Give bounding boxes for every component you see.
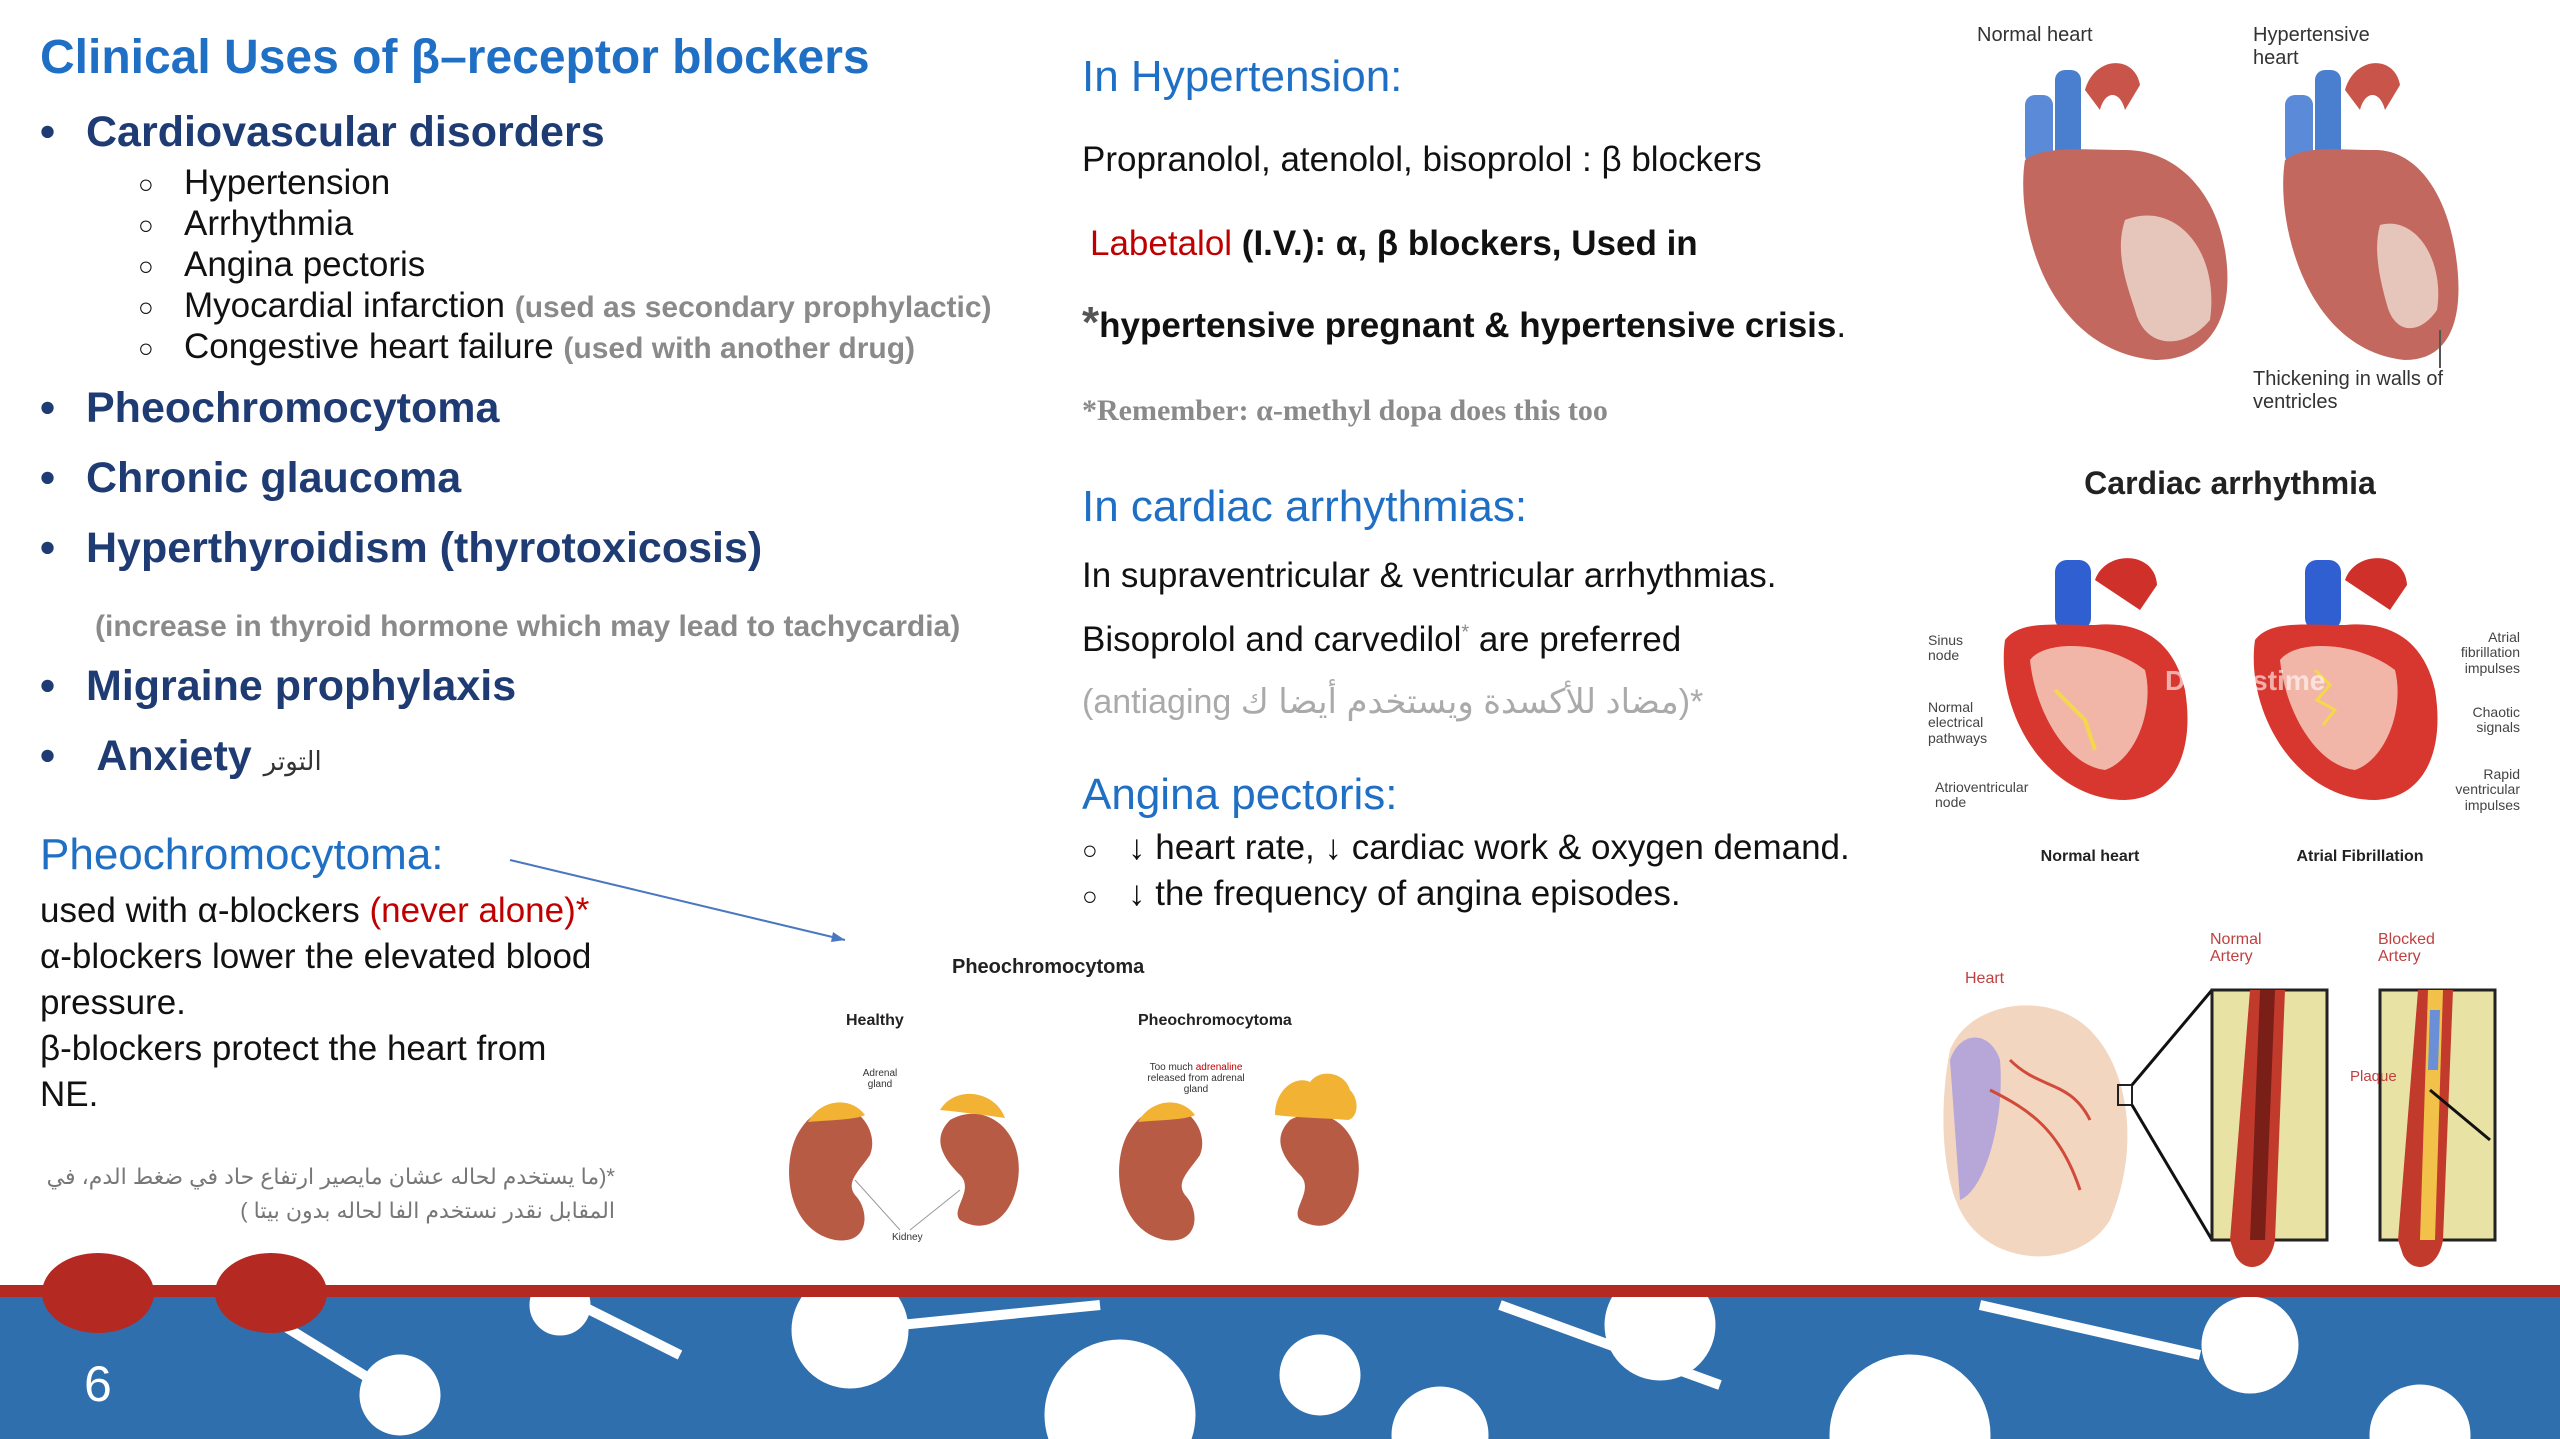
thyroid-note: (increase in thyroid hormone which may lead to tachycardia) bbox=[95, 610, 961, 643]
bullet-glaucoma bbox=[40, 454, 461, 503]
hypertension-indications: hypertensive pregnant & hypertensive crisis bbox=[1099, 306, 1837, 345]
footer-red-oval-2 bbox=[215, 1253, 327, 1333]
artery-figure bbox=[1930, 930, 2520, 1285]
circle-bullet-icon: ○ bbox=[1082, 835, 1098, 865]
footer-red-line bbox=[0, 1285, 2560, 1297]
circle-bullet-icon: ○ bbox=[138, 169, 154, 200]
bullet-label: Migraine prophylaxis bbox=[86, 662, 517, 710]
adrenal-label: Adrenal gland bbox=[862, 1068, 898, 1090]
anxiety-arabic: التوتر bbox=[263, 746, 322, 776]
bullet-hyperthyroidism bbox=[40, 524, 762, 573]
angina-item-2-text: ↓ the frequency of angina episodes. bbox=[1128, 874, 1681, 913]
av-node-label: Atrioventricular node bbox=[1935, 779, 2029, 811]
circle-bullet-icon: ○ bbox=[1082, 881, 1098, 911]
sub-item-hypertension bbox=[138, 163, 390, 203]
af-impulses-label: Atrial fibrillation impulses bbox=[2460, 629, 2520, 676]
sinus-node-label: Sinus node bbox=[1928, 632, 1964, 664]
hypertensive-heart-label: Hypertensive heart bbox=[2253, 24, 2370, 69]
bullet-dot: • bbox=[40, 108, 56, 156]
bullet-dot: • bbox=[40, 662, 56, 710]
bullet-migraine bbox=[40, 662, 516, 711]
bullet-label: Cardiovascular disorders bbox=[86, 108, 605, 156]
sub-item-mi bbox=[138, 286, 992, 326]
antiaging-note: (antiaging مضاد للأكسدة ويستخدم أيضا ك)* bbox=[1082, 683, 1704, 721]
asterisk-mark: * bbox=[1082, 298, 1100, 347]
bullet-cardiovascular bbox=[40, 108, 605, 157]
arrhythmias-heading: In cardiac arrhythmias: bbox=[1082, 482, 1528, 531]
bullet-label: Hyperthyroidism (thyrotoxicosis) bbox=[86, 524, 763, 572]
watermark: Dreamstime bbox=[2165, 665, 2326, 696]
sub-item-arrhythmia bbox=[138, 204, 353, 244]
period: . bbox=[1836, 306, 1847, 345]
bullet-dot: • bbox=[40, 732, 56, 780]
remember-note: *Remember: α-methyl dopa does this too bbox=[1082, 394, 1608, 427]
pheo-figure bbox=[760, 950, 1400, 1260]
atrial-fib-caption: Atrial Fibrillation bbox=[2296, 848, 2424, 865]
bullet-dot: • bbox=[40, 524, 56, 572]
sub-item-note: (used with another drug) bbox=[563, 332, 916, 365]
hypertension-line-3 bbox=[1082, 298, 1846, 348]
pheo-line-2: α-blockers lower the elevated blood bbox=[40, 937, 592, 976]
bullet-pheochromocytoma bbox=[40, 384, 499, 433]
kidneys-illustration bbox=[760, 1060, 1400, 1260]
pointer-arrow bbox=[500, 850, 860, 950]
sub-item-label: Angina pectoris bbox=[184, 245, 426, 284]
hypertension-line-1: Propranolol, atenolol, bisoprolol : β blockers bbox=[1082, 140, 1762, 179]
sub-item-label: Hypertension bbox=[184, 163, 391, 202]
angina-item-1 bbox=[1082, 828, 1850, 868]
bullet-label: Chronic glaucoma bbox=[86, 454, 462, 502]
preferred-text: are preferred bbox=[1469, 620, 1682, 659]
sub-item-label: Arrhythmia bbox=[184, 204, 354, 243]
circle-bullet-icon: ○ bbox=[138, 292, 154, 323]
heart-label: Heart bbox=[1965, 970, 2005, 987]
healthy-label: Healthy bbox=[846, 1012, 904, 1029]
too-much-b: adrenaline bbox=[1195, 1062, 1243, 1073]
plaque-label: Plaque bbox=[2350, 1068, 2397, 1085]
normal-heart-label: Normal heart bbox=[1977, 24, 2093, 46]
arabic-note bbox=[40, 1160, 615, 1228]
circle-bullet-icon: ○ bbox=[138, 251, 154, 282]
bullet-anxiety bbox=[40, 732, 322, 781]
circle-bullet-icon: ○ bbox=[138, 333, 154, 364]
hypertension-line-2 bbox=[1090, 224, 1698, 264]
kidney-label: Kidney bbox=[892, 1232, 923, 1243]
sub-item-label: Congestive heart failure bbox=[184, 327, 554, 366]
arrhythmia-figure bbox=[1925, 455, 2525, 875]
blocked-artery-label: Blocked Artery bbox=[2378, 931, 2435, 965]
page-number: 6 bbox=[84, 1356, 112, 1412]
pheo-heading: Pheochromocytoma: bbox=[40, 830, 444, 879]
footer-network-decoration bbox=[0, 1285, 2560, 1439]
preferred-drugs: Bisoprolol and carvedilol bbox=[1082, 620, 1462, 659]
asterisk-sup: * bbox=[1461, 621, 1470, 644]
footer-red-oval-1 bbox=[42, 1253, 154, 1333]
too-much-a: Too much bbox=[1149, 1062, 1196, 1073]
pheo-never-alone: (never alone)* bbox=[369, 891, 590, 930]
chaotic-signals-label: Chaotic signals bbox=[2472, 704, 2520, 736]
sub-item-angina bbox=[138, 245, 425, 285]
thickening-label: Thickening in walls of ventricles bbox=[2253, 368, 2444, 413]
hearts-illustration bbox=[1985, 50, 2465, 390]
normal-artery-label: Normal Artery bbox=[2210, 931, 2262, 965]
circle-bullet-icon: ○ bbox=[138, 210, 154, 241]
heart-comparison-figure bbox=[1935, 10, 2515, 440]
bullet-label: Anxiety bbox=[96, 732, 252, 780]
pheo-figure-title: Pheochromocytoma bbox=[952, 956, 1145, 978]
sub-item-label: Myocardial infarction bbox=[184, 286, 505, 325]
sub-item-chf bbox=[138, 327, 915, 367]
bullet-dot: • bbox=[40, 384, 56, 432]
artery-illustration bbox=[1930, 970, 2520, 1285]
pheo-line-4: β-blockers protect the heart from bbox=[40, 1029, 547, 1068]
rapid-impulses-label: Rapid ventricular impulses bbox=[2455, 766, 2520, 813]
bullet-label: Pheochromocytoma bbox=[86, 384, 500, 432]
pheo-line-5: NE. bbox=[40, 1075, 99, 1114]
bullet-dot: • bbox=[40, 454, 56, 502]
sub-item-note: (used as secondary prophylactic) bbox=[514, 291, 992, 324]
arrhythmia-figure-title: Cardiac arrhythmia bbox=[2084, 465, 2376, 501]
labetalol-label: Labetalol bbox=[1090, 224, 1233, 263]
labetalol-desc: (I.V.): α, β blockers, Used in bbox=[1232, 224, 1698, 263]
angina-item-1-text: ↓ heart rate, ↓ cardiac work & oxygen demand. bbox=[1128, 828, 1850, 867]
pheo-line-1a: used with α-blockers bbox=[40, 891, 370, 930]
electrical-pathways-label: Normal electrical pathways bbox=[1928, 699, 1988, 746]
hypertension-heading: In Hypertension: bbox=[1082, 52, 1403, 101]
too-much-c: released from adrenal gland bbox=[1147, 1073, 1245, 1095]
normal-heart-caption: Normal heart bbox=[2040, 848, 2140, 865]
arabic-note-line-2: المقابل نقدر نستخدم الفا لحاله بدون بيتا ) bbox=[240, 1198, 615, 1223]
arrhythmias-line-2 bbox=[1082, 620, 1681, 660]
angina-item-2 bbox=[1082, 874, 1681, 914]
arabic-note-line-1: *(ما يستخدم لحاله عشان مايصير ارتفاع حاد في ضغط الدم، في bbox=[46, 1164, 615, 1189]
angina-heading: Angina pectoris: bbox=[1082, 770, 1398, 819]
slide-title: Clinical Uses of β–receptor blockers bbox=[40, 31, 870, 84]
footer-band bbox=[0, 1285, 2560, 1439]
pheo-line-3: pressure. bbox=[40, 983, 186, 1022]
pheo-label: Pheochromocytoma bbox=[1138, 1012, 1292, 1029]
arrhythmias-line-1: In supraventricular & ventricular arrhythmias. bbox=[1082, 556, 1777, 595]
